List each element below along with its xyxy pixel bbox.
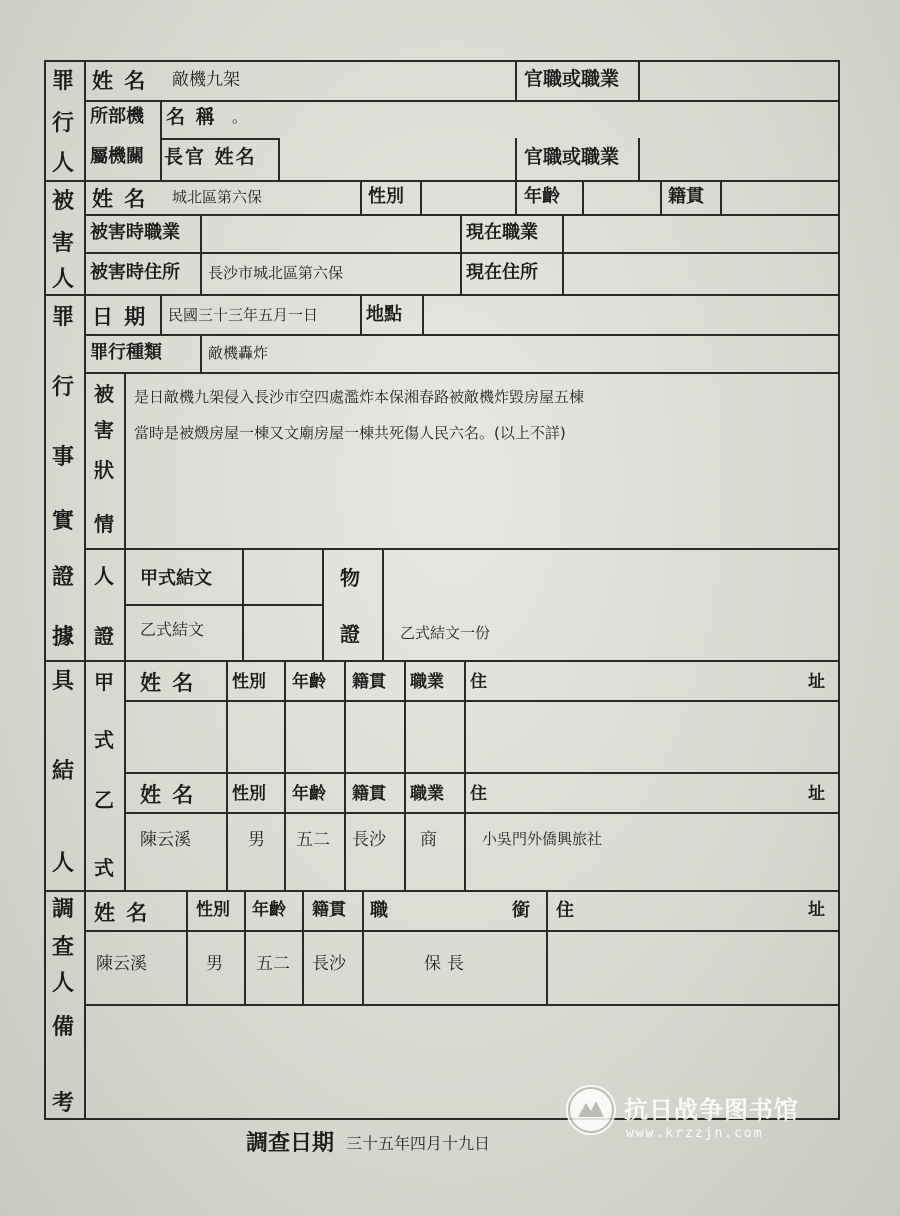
witness-a-header-occ: 職業 xyxy=(410,672,444,692)
witness-b-header-origin: 籍貫 xyxy=(352,784,386,804)
investigator-header-addr: 住 xyxy=(556,900,574,921)
offender-occupation2-label: 官職或職業 xyxy=(524,146,620,168)
offender-side-3: 人 xyxy=(52,150,75,176)
victim-occ-then-label: 被害時職業 xyxy=(90,222,180,243)
witness-b-header-age: 年齡 xyxy=(292,784,326,804)
damage-side-2: 害 xyxy=(94,418,114,442)
investigator-header-origin: 籍貫 xyxy=(312,900,346,920)
investigator-header-sex: 性別 xyxy=(196,900,230,920)
offender-occupation-label: 官職或職業 xyxy=(524,68,620,90)
library-logo-icon xyxy=(566,1085,616,1135)
watermark-url: www.krzzjn.com xyxy=(626,1126,764,1141)
investigator-age: 五二 xyxy=(256,954,290,974)
victim-addr-then-value: 長沙市城北區第六保 xyxy=(208,264,344,282)
witness-b-header-sex: 性別 xyxy=(232,784,266,804)
investigator-header-title-1: 職 xyxy=(370,900,388,921)
remarks-side-1: 備 xyxy=(52,1014,75,1040)
crime-narrative-line-2: 當時是被燬房屋一棟又文廟房屋一棟共死傷人民六名。(以上不詳) xyxy=(134,424,566,442)
footer-date-label: 調查日期 xyxy=(246,1130,335,1156)
witness-a-header-addr: 住 xyxy=(470,672,487,692)
victim-name-label: 姓 名 xyxy=(92,186,148,211)
witness-b-sex: 男 xyxy=(248,830,265,850)
witness-b-header-addr: 住 xyxy=(470,784,487,804)
crime-place-label: 地點 xyxy=(366,304,402,325)
offender-side-1: 罪 xyxy=(52,68,75,94)
evidence-object-label: 物 xyxy=(340,566,360,590)
crime-narrative-line-1: 是日敵機九架侵入長沙市空四處濫炸本保湘春路被敵機炸毀房屋五棟 xyxy=(134,388,585,406)
investigator-header-name: 姓 名 xyxy=(94,900,150,925)
witness-b-header-occ: 職業 xyxy=(410,784,444,804)
offender-side-2: 行 xyxy=(52,110,75,136)
damage-side-3: 狀 xyxy=(94,458,114,482)
footer-date-value: 三十五年四月十九日 xyxy=(346,1134,491,1153)
offender-name-value: 敵機九架 xyxy=(172,70,240,90)
witness-side-2: 結 xyxy=(52,758,75,784)
evidence-evid-label: 證 xyxy=(94,624,114,648)
witness-b-age: 五二 xyxy=(296,830,330,850)
investigator-title: 保長 xyxy=(424,954,470,974)
evidence-persons-label: 人 xyxy=(94,564,114,588)
offender-unit-name-label: 名 稱 xyxy=(166,106,217,128)
witness-b-origin: 長沙 xyxy=(352,830,386,850)
remarks-side-2: 考 xyxy=(52,1090,75,1116)
witness-side-3: 人 xyxy=(52,850,75,876)
witness-a-side-1: 甲 xyxy=(94,670,114,694)
evidence-affidavit-b: 乙式結文 xyxy=(140,620,205,639)
crime-side-1: 罪 xyxy=(52,304,75,330)
victim-side-2: 害 xyxy=(52,230,75,256)
crime-type-value: 敵機轟炸 xyxy=(208,344,269,362)
witness-a-side-2: 式 xyxy=(94,728,114,752)
offender-supervisor-label: 長官 姓名 xyxy=(164,146,257,168)
investigator-sex: 男 xyxy=(206,954,223,974)
witness-a-header-addr-end: 址 xyxy=(808,672,825,692)
damage-side-1: 被 xyxy=(94,382,114,406)
victim-name-value: 城北區第六保 xyxy=(172,188,263,206)
witness-side-1: 具 xyxy=(52,668,75,694)
witness-b-name: 陳云溪 xyxy=(140,830,191,850)
witness-b-side-1: 乙 xyxy=(94,788,114,812)
witness-a-header-sex: 性別 xyxy=(232,672,266,692)
victim-side-1: 被 xyxy=(52,188,75,214)
witness-b-side-2: 式 xyxy=(94,856,114,880)
investigator-side-1: 調 xyxy=(52,896,75,922)
witness-b-header-name: 姓 名 xyxy=(140,782,196,807)
victim-side-3: 人 xyxy=(52,266,75,292)
crime-side-3: 事 xyxy=(52,444,75,470)
evidence-side-1: 證 xyxy=(52,564,75,590)
victim-addr-then-label: 被害時住所 xyxy=(90,262,180,283)
evidence-certificate-label: 證 xyxy=(340,622,360,646)
witness-b-address: 小吳門外僑興旅社 xyxy=(482,830,603,848)
investigator-name: 陳云溪 xyxy=(96,954,147,974)
evidence-certificate-value: 乙式結文一份 xyxy=(400,624,491,642)
victim-origin-label: 籍貫 xyxy=(668,186,704,207)
victim-occ-now-label: 現在職業 xyxy=(466,222,538,243)
investigator-origin: 長沙 xyxy=(312,954,346,974)
crime-side-4: 實 xyxy=(52,508,75,534)
evidence-side-2: 據 xyxy=(52,624,75,650)
offender-unit-label-2: 屬機關 xyxy=(90,146,144,167)
investigator-header-addr-end: 址 xyxy=(808,900,825,920)
investigator-side-3: 人 xyxy=(52,970,75,996)
investigator-side-2: 查 xyxy=(52,934,75,960)
investigator-header-age: 年齡 xyxy=(252,900,286,920)
victim-sex-label: 性別 xyxy=(368,186,404,207)
investigator-header-title-2: 銜 xyxy=(512,900,530,921)
offender-name-label: 姓 名 xyxy=(92,68,148,93)
witness-a-header-origin: 籍貫 xyxy=(352,672,386,692)
witness-a-header-age: 年齡 xyxy=(292,672,326,692)
offender-unit-label-1: 所部機 xyxy=(90,106,144,127)
crime-date-label: 日 期 xyxy=(92,304,148,329)
damage-side-4: 情 xyxy=(94,512,114,536)
crime-date-value: 民國三十三年五月一日 xyxy=(168,306,319,324)
watermark-title: 抗日战争图书馆 xyxy=(624,1096,799,1124)
victim-age-label: 年齡 xyxy=(524,186,560,207)
evidence-affidavit-a: 甲式結文 xyxy=(140,568,212,589)
crime-type-label: 罪行種類 xyxy=(90,342,162,363)
crime-side-2: 行 xyxy=(52,374,75,400)
victim-addr-now-label: 現在住所 xyxy=(466,262,538,283)
witness-b-header-addr-end: 址 xyxy=(808,784,825,804)
offender-unit-name-value: 。 xyxy=(232,108,248,126)
witness-b-occupation: 商 xyxy=(420,830,437,850)
witness-a-header-name: 姓 名 xyxy=(140,670,196,695)
